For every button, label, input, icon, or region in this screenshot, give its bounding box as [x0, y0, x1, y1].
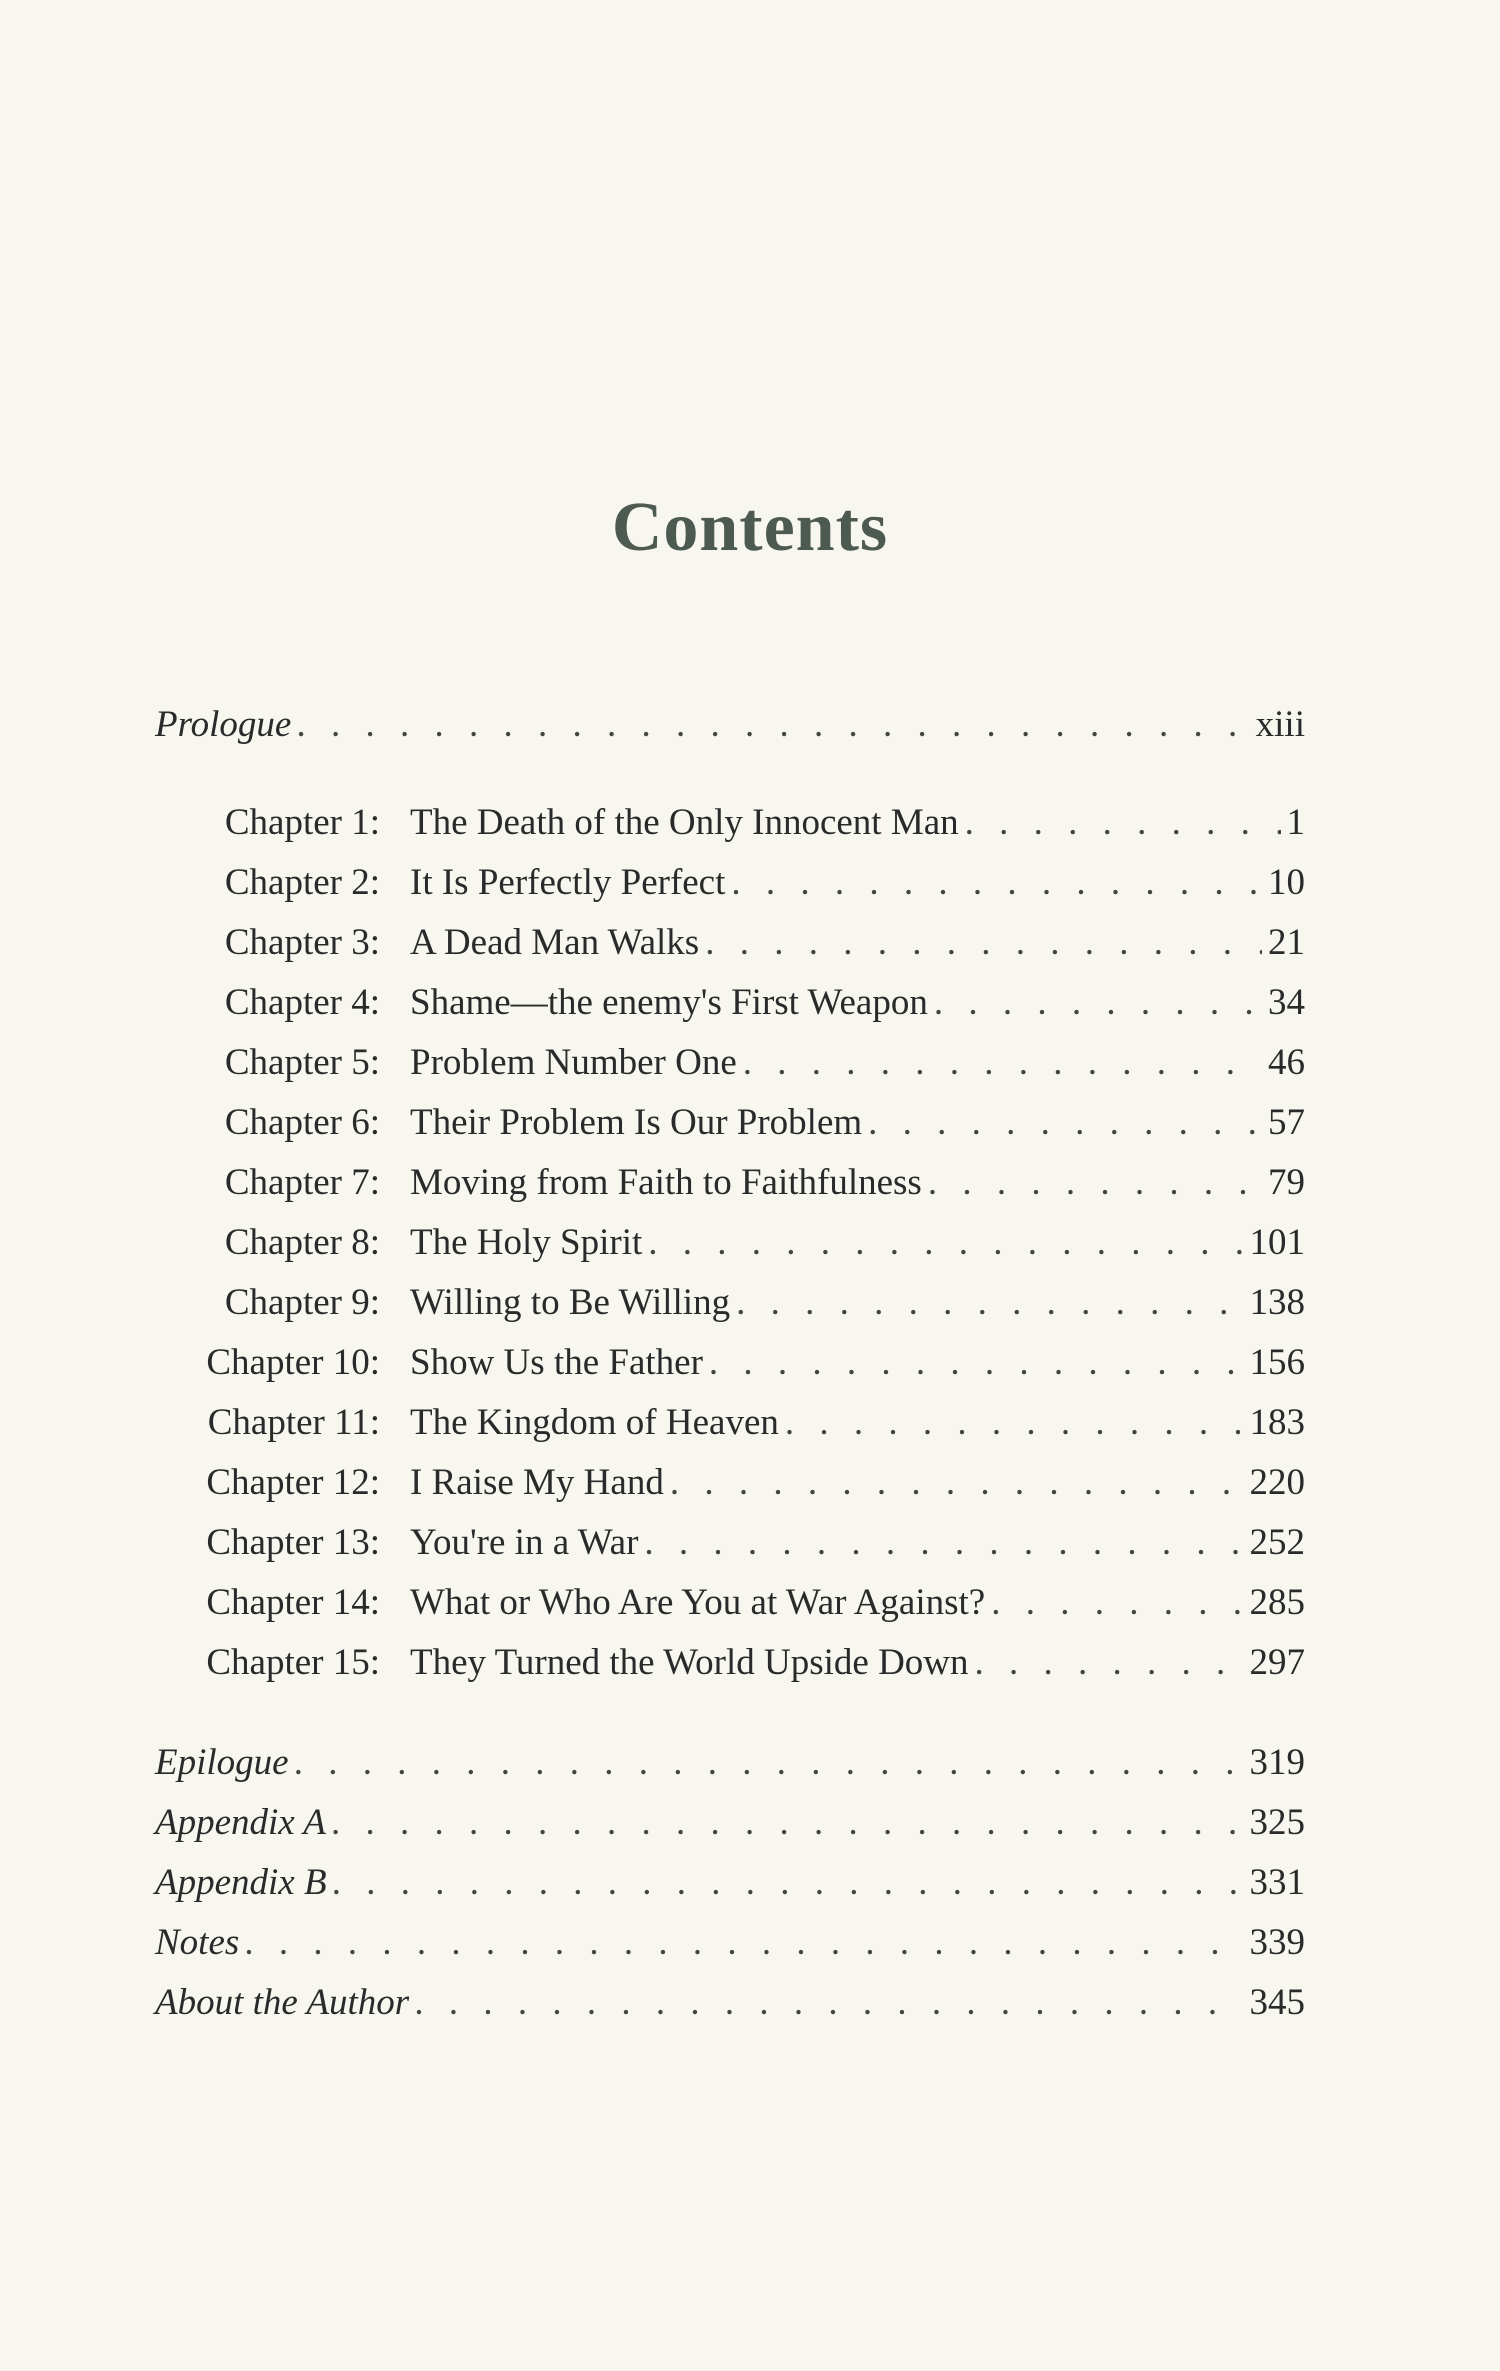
- dot-leader: [670, 1458, 1244, 1508]
- toc-page-number: 21: [1268, 922, 1305, 963]
- chapter-label: Chapter 2:: [224, 862, 380, 903]
- toc-page-number: 10: [1268, 862, 1305, 903]
- dot-leader: [415, 1978, 1243, 2028]
- page-title: Contents: [611, 489, 889, 566]
- chapter-label: Chapter 4:: [224, 982, 380, 1023]
- chapter-label: Chapter 1:: [224, 802, 380, 843]
- chapter-title: They Turned the World Upside Down: [410, 1642, 969, 1683]
- toc-entry-chapter-10[interactable]: [155, 1338, 1305, 1388]
- toc-entry-label: About the Author: [155, 1982, 410, 2023]
- toc-page-number: 345: [1249, 1982, 1305, 2023]
- toc-entry-label: Appendix B: [155, 1862, 327, 1903]
- toc-entry-chapter-3[interactable]: [155, 918, 1305, 968]
- chapter-title: A Dead Man Walks: [410, 922, 700, 963]
- toc-entry-chapter-14[interactable]: [155, 1578, 1305, 1628]
- toc-entry-chapter-13[interactable]: [155, 1518, 1305, 1568]
- dot-leader: [705, 918, 1262, 968]
- chapter-title: What or Who Are You at War Against?: [410, 1582, 986, 1623]
- toc-page-number: 252: [1249, 1522, 1305, 1563]
- dot-leader: [332, 1798, 1244, 1848]
- chapter-title: Moving from Faith to Faithfulness: [410, 1162, 922, 1203]
- chapter-label: Chapter 7:: [224, 1162, 380, 1203]
- chapter-label: Chapter 11:: [207, 1402, 380, 1443]
- dot-leader: [785, 1398, 1244, 1448]
- toc-entry-notes[interactable]: [155, 1918, 1305, 1968]
- toc-entry-chapter-8[interactable]: [155, 1218, 1305, 1268]
- toc-page-number: 79: [1268, 1162, 1305, 1203]
- toc-page-number: 138: [1249, 1282, 1305, 1323]
- chapter-label: Chapter 10:: [206, 1342, 380, 1383]
- toc-page-number: 46: [1268, 1042, 1305, 1083]
- toc-page-number: 325: [1249, 1802, 1305, 1843]
- toc-page-number: 1: [1286, 802, 1305, 843]
- toc-entry-chapter-9[interactable]: [155, 1278, 1305, 1328]
- toc-page-number: 101: [1249, 1222, 1305, 1263]
- dot-leader: [743, 1038, 1262, 1088]
- toc-entry-label: Notes: [155, 1922, 240, 1963]
- toc-entry-label: Prologue: [155, 704, 292, 745]
- toc-page-number: 220: [1249, 1462, 1305, 1503]
- toc-entry-appendix-b[interactable]: [155, 1858, 1305, 1908]
- toc-page-number: 319: [1249, 1742, 1305, 1783]
- toc-entry-chapter-11[interactable]: [155, 1398, 1305, 1448]
- chapter-title: The Holy Spirit: [410, 1222, 643, 1263]
- toc-entry-about-the-author[interactable]: [155, 1978, 1305, 2028]
- toc-page-number: xiii: [1255, 704, 1305, 745]
- toc-entry-chapter-6[interactable]: [155, 1098, 1305, 1148]
- dot-leader: [648, 1218, 1243, 1268]
- chapter-label: Chapter 3:: [224, 922, 380, 963]
- toc-entry-chapter-5[interactable]: [155, 1038, 1305, 1088]
- dot-leader: [245, 1918, 1243, 1968]
- chapter-title: Show Us the Father: [410, 1342, 703, 1383]
- chapter-title: Willing to Be Willing: [410, 1282, 731, 1323]
- chapter-label: Chapter 13:: [206, 1522, 380, 1563]
- dot-leader: [709, 1338, 1244, 1388]
- toc-page-number: 183: [1249, 1402, 1305, 1443]
- toc-entry-chapter-4[interactable]: [155, 978, 1305, 1028]
- chapter-title: The Kingdom of Heaven: [410, 1402, 779, 1443]
- dot-leader: [736, 1278, 1243, 1328]
- dot-leader: [644, 1518, 1243, 1568]
- toc-entry-chapter-2[interactable]: [155, 858, 1305, 908]
- toc-entry-label: Appendix A: [155, 1802, 326, 1843]
- toc-page-number: 156: [1249, 1342, 1305, 1383]
- chapter-label: Chapter 9:: [224, 1282, 380, 1323]
- dot-leader: [333, 1858, 1244, 1908]
- dot-leader: [731, 858, 1262, 908]
- chapter-label: Chapter 14:: [206, 1582, 380, 1623]
- dot-leader: [934, 978, 1262, 1028]
- chapter-title: Shame—the enemy's First Weapon: [410, 982, 928, 1023]
- toc-page-number: 297: [1249, 1642, 1305, 1683]
- chapter-label: Chapter 12:: [206, 1462, 380, 1503]
- chapter-title: Their Problem Is Our Problem: [410, 1102, 863, 1143]
- dot-leader: [975, 1638, 1244, 1688]
- toc-entry-chapter-15[interactable]: [155, 1638, 1305, 1688]
- chapter-label: Chapter 8:: [224, 1222, 380, 1263]
- chapter-title: Problem Number One: [410, 1042, 737, 1083]
- chapter-label: Chapter 6:: [224, 1102, 380, 1143]
- toc-entry-prologue[interactable]: [155, 700, 1305, 750]
- toc-entry-label: Epilogue: [155, 1742, 289, 1783]
- chapter-label: Chapter 15:: [206, 1642, 380, 1683]
- toc-page-number: 331: [1249, 1862, 1305, 1903]
- toc-entry-chapter-7[interactable]: [155, 1158, 1305, 1208]
- dot-leader: [295, 1738, 1244, 1788]
- dot-leader: [991, 1578, 1243, 1628]
- toc-page-number: 34: [1268, 982, 1305, 1023]
- dot-leader: [297, 700, 1249, 750]
- toc-page-number: 339: [1249, 1922, 1305, 1963]
- dot-leader: [965, 798, 1281, 848]
- toc-entry-appendix-a[interactable]: [155, 1798, 1305, 1848]
- chapter-label: Chapter 5:: [224, 1042, 380, 1083]
- toc-page-number: 57: [1268, 1102, 1305, 1143]
- toc-page-number: 285: [1249, 1582, 1305, 1623]
- toc-entry-chapter-12[interactable]: [155, 1458, 1305, 1508]
- chapter-title: I Raise My Hand: [410, 1462, 664, 1503]
- dot-leader: [928, 1158, 1262, 1208]
- chapter-title: It Is Perfectly Perfect: [410, 862, 726, 903]
- toc-entry-chapter-1[interactable]: [155, 798, 1305, 848]
- chapter-title: You're in a War: [410, 1522, 639, 1563]
- toc-entry-epilogue[interactable]: [155, 1738, 1305, 1788]
- chapter-title: The Death of the Only Innocent Man: [410, 802, 959, 843]
- dot-leader: [868, 1098, 1262, 1148]
